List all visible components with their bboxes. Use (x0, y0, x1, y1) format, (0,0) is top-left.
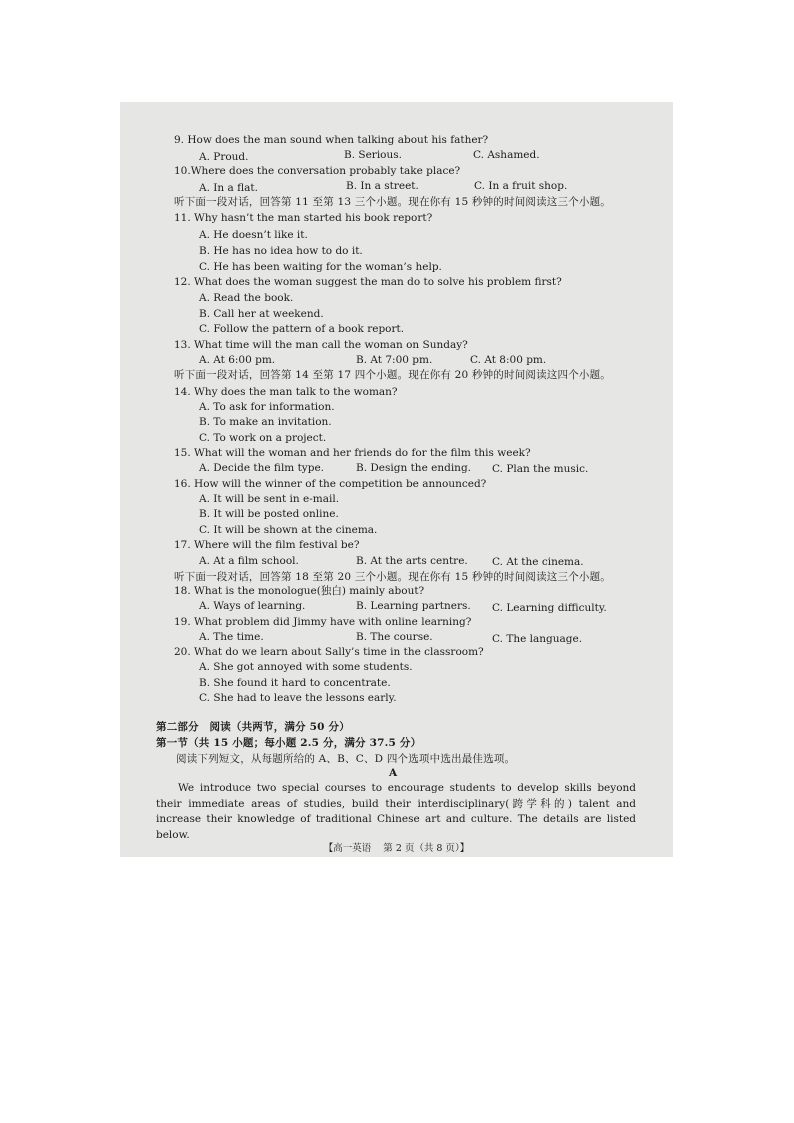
option-c: C. It will be shown at the cinema. (199, 524, 378, 536)
page-footer (120, 840, 673, 854)
option-c: C. Follow the pattern of a book report. (199, 323, 405, 335)
listening-instruction: 听下面一段对话，回答第 11 至第 13 三个小题。现在你有 15 秒钟的时间阅读这三个小题。 (174, 196, 612, 208)
option-b: B. Design the ending. (356, 462, 472, 474)
listening-instruction: 听下面一段对话，回答第 14 至第 17 四个小题。现在你有 20 秒钟的时间阅读这四个小题。 (174, 369, 612, 381)
option-b: B. Call her at weekend. (199, 308, 324, 320)
option-a: A. Decide the film type. (199, 462, 325, 474)
option-a: A. It will be sent in e-mail. (199, 493, 340, 505)
part-title: 第二部分 阅读（共两节，满分 50 分） (156, 721, 350, 733)
option-c: C. She had to leave the lessons early. (199, 692, 397, 704)
option-a: A. She got annoyed with some students. (199, 661, 413, 673)
option-b: B. To make an invitation. (199, 416, 332, 428)
option-b: B. Serious. (344, 149, 402, 161)
option-b: B. The course. (356, 631, 433, 643)
option-a: A. Proud. (199, 151, 249, 163)
reading-instruction: 阅读下列短文，从每题所给的 A、B、C、D 四个选项中选出最佳选项。 (176, 753, 516, 765)
question-stem: 17. Where will the film festival be? (174, 539, 360, 551)
exam-page (120, 102, 673, 857)
option-b: B. At 7:00 pm. (356, 354, 433, 366)
option-a: A. At a film school. (199, 555, 299, 567)
option-a: A. To ask for information. (199, 401, 335, 413)
question-stem: 19. What problem did Jimmy have with online learning? (174, 616, 472, 628)
option-a: A. The time. (199, 631, 264, 643)
option-a: A. At 6:00 pm. (199, 354, 276, 366)
footer-subject: 【高一英语 (323, 843, 372, 854)
option-c: C. Ashamed. (473, 149, 540, 161)
option-a: A. In a flat. (199, 182, 258, 194)
option-c: C. He has been waiting for the woman’s help. (199, 261, 442, 273)
question-stem: 14. Why does the man talk to the woman? (174, 386, 398, 398)
passage-text: We introduce two special courses to encourage students to develop skills beyond their immediate areas of studies, build their interdisciplinary(跨学科的) talent and increase their knowledge of traditional Chinese art and culture. The details are listed below. (156, 782, 636, 841)
option-c: C. Plan the music. (492, 463, 589, 475)
option-c: C. In a fruit shop. (474, 180, 568, 192)
footer-page: 第 2 页（共 8 页）】 (383, 843, 470, 854)
option-b: B. In a street. (346, 180, 419, 192)
question-stem: 10.Where does the conversation probably take place? (174, 165, 461, 177)
question-stem: 18. What is the monologue(独白) mainly about? (174, 585, 425, 597)
option-c: C. At 8:00 pm. (470, 354, 547, 366)
question-stem: 16. How will the winner of the competition be announced? (174, 478, 487, 490)
option-a: A. He doesn’t like it. (199, 229, 308, 241)
question-stem: 12. What does the woman suggest the man do to solve his problem first? (174, 276, 562, 288)
option-a: A. Ways of learning. (199, 600, 306, 612)
option-b: B. He has no idea how to do it. (199, 245, 363, 257)
option-c: C. Learning difficulty. (492, 602, 607, 614)
question-stem: 11. Why hasn’t the man started his book report? (174, 212, 433, 224)
section-title: 第一节（共 15 小题；每小题 2.5 分，满分 37.5 分） (156, 737, 422, 749)
option-b: B. Learning partners. (356, 600, 471, 612)
passage-label: A (389, 767, 398, 779)
question-stem: 13. What time will the man call the woman on Sunday? (174, 339, 468, 351)
option-c: C. At the cinema. (492, 556, 584, 568)
listening-instruction: 听下面一段对话，回答第 18 至第 20 三个小题。现在你有 15 秒钟的时间阅读这三个小题。 (174, 571, 612, 583)
option-b: B. She found it hard to concentrate. (199, 677, 391, 689)
question-stem: 15. What will the woman and her friends do for the film this week? (174, 447, 531, 459)
option-c: C. To work on a project. (199, 432, 327, 444)
question-stem: 9. How does the man sound when talking about his father? (174, 134, 489, 146)
option-c: C. The language. (492, 633, 583, 645)
option-a: A. Read the book. (199, 292, 294, 304)
question-stem: 20. What do we learn about Sally’s time in the classroom? (174, 646, 484, 658)
option-b: B. It will be posted online. (199, 508, 339, 520)
option-b: B. At the arts centre. (356, 555, 468, 567)
